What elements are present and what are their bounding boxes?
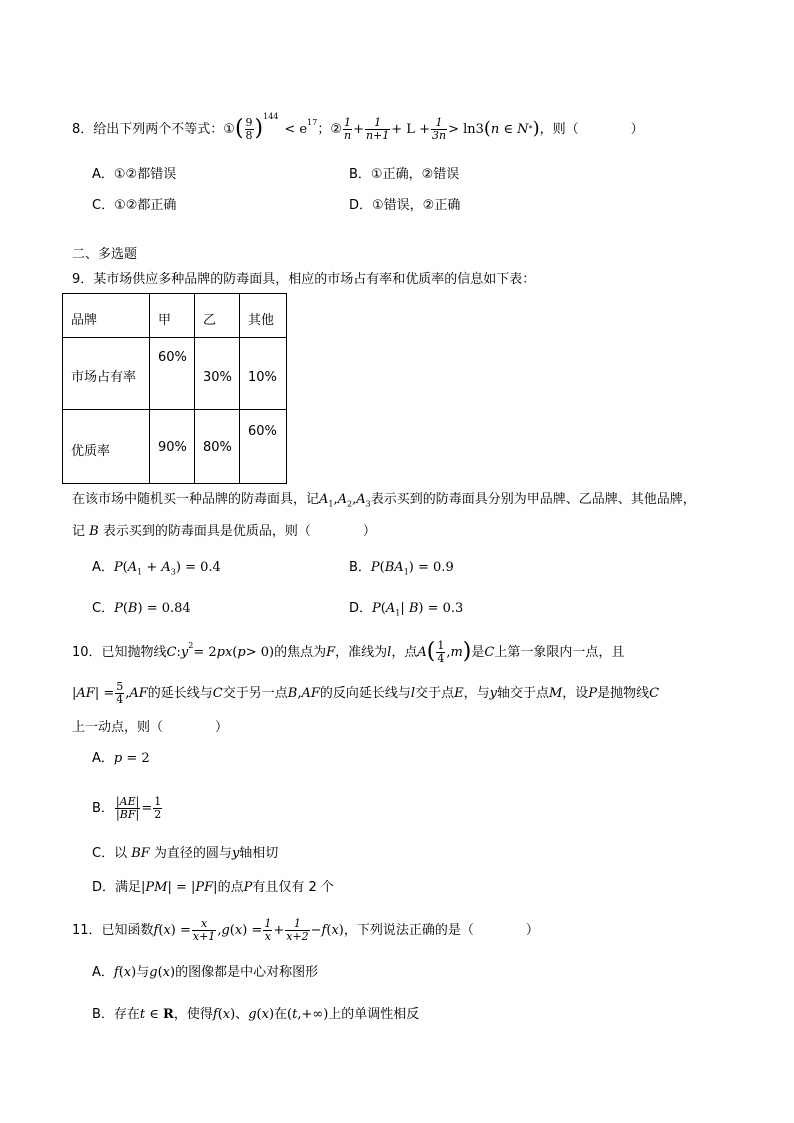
q9-stem: 9．某市场供应多种品牌的防毒面具，相应的市场占有率和优质率的信息如下表： bbox=[72, 272, 536, 287]
q10-l2-b: 交于另一点 bbox=[222, 685, 288, 701]
q9-line1-a: 在该市场中随机买一种品牌的防毒面具，记 bbox=[72, 492, 320, 507]
q11-l1-b: ，下列说法正确的是（ ） bbox=[343, 922, 539, 938]
option-value: = 0.3 bbox=[427, 601, 464, 616]
option-label: B． bbox=[92, 800, 114, 816]
q10-option-c[interactable]: C．以 BF 为直径的圆与y轴相切 bbox=[92, 846, 279, 861]
q8-option-d[interactable]: D．①错误，②正确 bbox=[349, 198, 461, 213]
option-label: B． bbox=[349, 560, 371, 575]
q9-line1: 在该市场中随机买一种品牌的防毒面具，记$A_1,A_2,A_3$表示买到的防毒面具分别为甲品牌、乙品牌、其他品牌， bbox=[72, 492, 696, 509]
q11-option-b[interactable]: B．存在t ∈ R，使得f(x)、g(x)在(t,+∞)上的单调性相反 bbox=[92, 1007, 420, 1022]
q10-line1: 10．已知抛物线 C : y $^2$ = 2 px ( p > 0) 的焦点为 F ，准线为 l ，点 A ( $\frac{1}{4}$ , m ) 是 C 上第一象限内一点，且 bbox=[72, 638, 625, 665]
q8-option-a[interactable]: A．①②都错误 bbox=[92, 167, 177, 182]
q10-option-d[interactable]: D．满足|PM| = |PF|的点P有且仅有 2 个 bbox=[92, 880, 334, 895]
q9-option-d[interactable]: D．$P(A_1|$ B) = 0.3 bbox=[349, 601, 464, 618]
q10-line2: | AF | = $\frac{5}{4}$ , AF 的延长线与 C 交于另一点 B , AF 的反向延长线与 l 交于点 E ，与 y 轴交于点 M ，设 P 是抛物线 C bbox=[72, 679, 660, 706]
table-cell: 10% bbox=[248, 370, 277, 385]
table-cell: 30% bbox=[203, 370, 232, 385]
q9-option-c[interactable]: C．P(B) = 0.84 bbox=[92, 601, 191, 616]
q10-l1-c: ，准线为 bbox=[335, 644, 388, 660]
table-header: 乙 bbox=[203, 313, 217, 328]
q8-ineq1-num: 9 bbox=[245, 115, 253, 129]
q8-ineq1-rhs-exp: 17 bbox=[307, 118, 318, 127]
q10-l2-g: ，设 bbox=[562, 685, 589, 701]
table-row-label: 优质率 bbox=[71, 444, 111, 459]
option-a-a: A． bbox=[92, 965, 114, 980]
table-cell: 90% bbox=[158, 440, 187, 455]
q10-l2-h: 是抛物线 bbox=[597, 685, 650, 701]
option-b-b: ，使得 bbox=[173, 1007, 213, 1022]
q11-option-a[interactable]: A．f(x)与g(x)的图像都是中心对称图形 bbox=[92, 965, 319, 980]
table-header: 其他 bbox=[248, 313, 275, 328]
option-value: = 0.9 bbox=[418, 560, 454, 575]
q8-option-c[interactable]: C．①②都正确 bbox=[92, 198, 177, 213]
q10-l2-c: 的反向延长线与 bbox=[319, 685, 411, 701]
q9-option-a[interactable]: A．$P(A_1 + A_3) = 0.4$ bbox=[92, 560, 221, 577]
option-b-d: 上的单调性相反 bbox=[328, 1007, 420, 1022]
table-header: 甲 bbox=[158, 313, 172, 328]
q9-line2: 记 B 表示买到的防毒面具是优质品，则（ ） bbox=[72, 524, 376, 539]
q8-ineq1-den: 8 bbox=[245, 128, 253, 142]
q10-l1-f: 上第一象限内一点，且 bbox=[494, 644, 625, 660]
q10-l1-b: 的焦点为 bbox=[274, 644, 327, 660]
option-d-b: 的点 bbox=[217, 880, 244, 895]
section-heading: 二、多选题 bbox=[72, 247, 138, 262]
q10-l2-e: ，与 bbox=[463, 685, 490, 701]
option-b-a: B．存在 bbox=[92, 1007, 140, 1022]
option-value: = 0.84 bbox=[146, 601, 191, 616]
option-label: A． bbox=[92, 560, 114, 575]
q8-suffix: ，则（ ） bbox=[539, 121, 644, 137]
q8-ineq2-rhs: > ln3 bbox=[448, 121, 484, 137]
q8-ineq2-cond: n ∈ N bbox=[490, 121, 529, 137]
option-b-c: 在 bbox=[274, 1007, 288, 1022]
q11-line1: 11．已知函数 f ( x ) = $\frac{x}{x+1}$ , g ( x ) = $\frac{1}{x}$ + $\frac{1}{x+2}$ − f ( x ) ，下列说法正确的是（ ） bbox=[72, 916, 539, 943]
option-d-a: D．满足 bbox=[92, 880, 142, 895]
option-a-c: 的图像都是中心对称图形 bbox=[175, 965, 319, 980]
q10-l1-a: 10．已知抛物线 bbox=[72, 644, 167, 660]
q8-sep: ；② bbox=[317, 121, 342, 137]
q11-l1-a: 11．已知函数 bbox=[72, 922, 154, 938]
q9-option-b[interactable]: B．$P(BA_1) = 0.9$ bbox=[349, 560, 454, 577]
option-d-c: 有且仅有 2 个 bbox=[252, 880, 334, 895]
q8-ineq1-exp: 144 bbox=[263, 112, 279, 121]
q9-line2-b: 表示买到的防毒面具是优质品，则（ ） bbox=[102, 524, 376, 539]
option-value: = 0.4 bbox=[185, 560, 221, 575]
q8-prefix: 8．给出下列两个不等式：① bbox=[72, 121, 235, 137]
option-label: D． bbox=[349, 601, 373, 616]
q10-l1-d: ，点 bbox=[391, 644, 418, 660]
option-label: C． bbox=[92, 601, 115, 616]
q9-line1-b: 表示买到的防毒面具分别为甲品牌、乙品牌、其他品牌， bbox=[370, 492, 696, 507]
q9-line2-a: 记 bbox=[72, 524, 86, 539]
q8-stem: 8．给出下列两个不等式：① ( $\frac{9}{8}$ ) 144 < e $^{17}$ ；② $\frac{1}{n}$ + $\frac{1}{n+1}$ + L + $\frac{1}{3n}$ > ln3 ( n ∈ N * ) ，则（ ） bbox=[72, 112, 644, 142]
q8-option-b[interactable]: B．①正确，②错误 bbox=[349, 167, 460, 182]
q10-option-b[interactable]: B． $\frac{|AE|}{|BF|}$ = $\frac{1}{2}$ bbox=[92, 794, 162, 821]
option-c-a: C．以 bbox=[92, 846, 128, 861]
q10-l2-f: 轴交于点 bbox=[496, 685, 549, 701]
table-cell: 60% bbox=[158, 350, 187, 365]
option-a-b: 与 bbox=[136, 965, 150, 980]
table-row-label: 市场占有率 bbox=[71, 370, 137, 385]
q9-table bbox=[62, 293, 287, 484]
option-label: A． bbox=[92, 751, 114, 766]
table-header: 品牌 bbox=[71, 313, 98, 328]
q10-l2-d: 交于点 bbox=[415, 685, 455, 701]
q8-ineq1-rhs: < e bbox=[284, 121, 308, 137]
option-c-c: 轴相切 bbox=[239, 846, 279, 861]
option-c-b: 为直径的圆与 bbox=[153, 846, 232, 861]
q10-option-a[interactable]: A．p = 2 bbox=[92, 751, 150, 766]
q10-l2-a: 的延长线与 bbox=[147, 685, 213, 701]
table-cell: 60% bbox=[248, 424, 277, 439]
q10-line3: 上一动点，则（ ） bbox=[72, 720, 229, 735]
q10-l1-e: 是 bbox=[471, 644, 485, 660]
q8-ineq2-terms: + L + bbox=[391, 121, 430, 137]
table-cell: 80% bbox=[203, 440, 232, 455]
